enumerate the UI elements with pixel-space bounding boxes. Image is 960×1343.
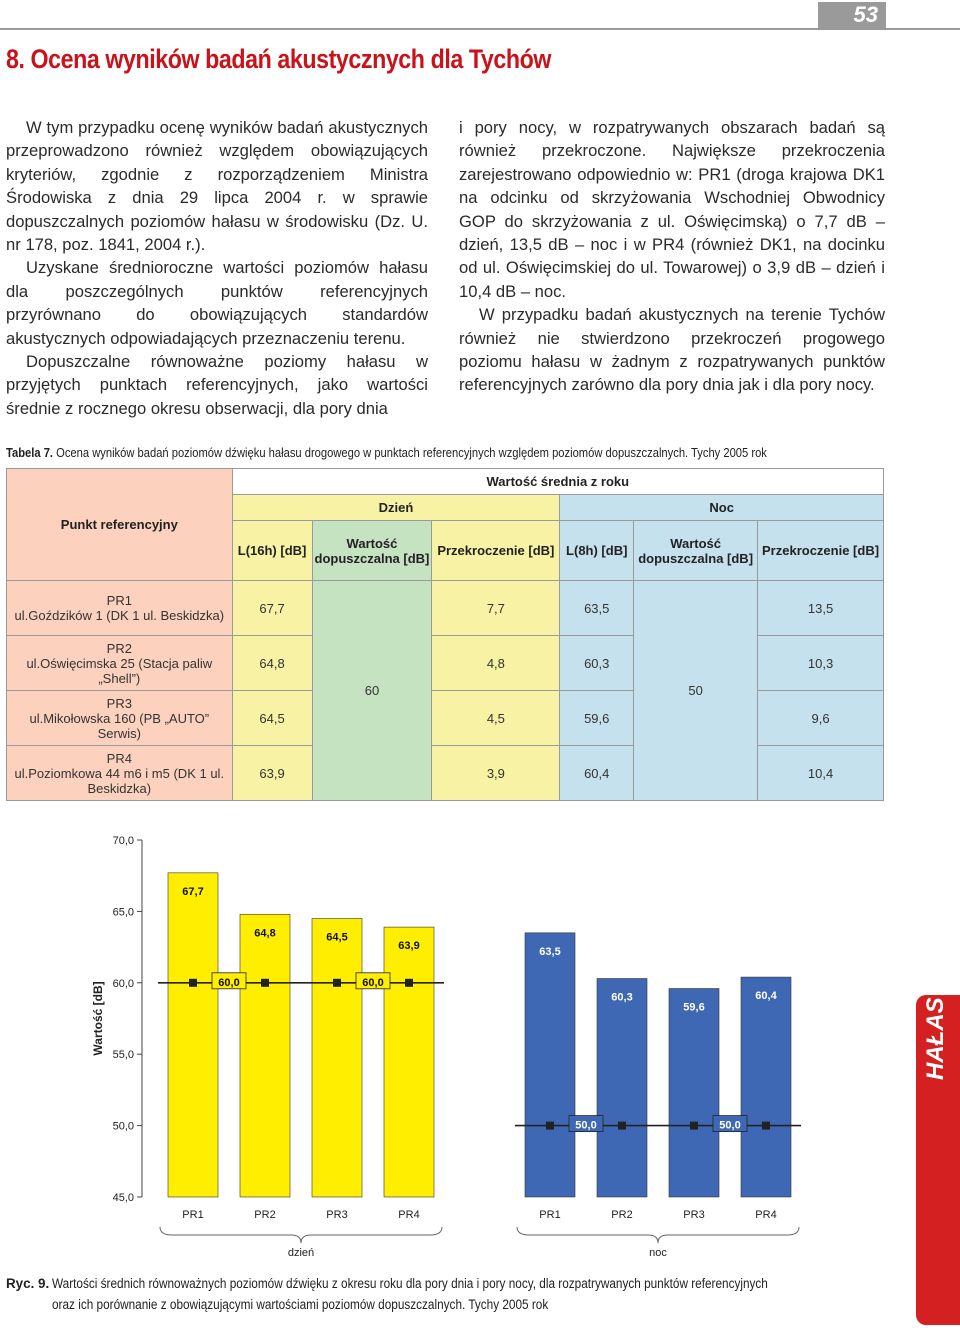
noise-chart bbox=[80, 825, 880, 1265]
bar-noc-PR2 bbox=[597, 979, 647, 1197]
noise-chart-svg bbox=[80, 825, 880, 1265]
exceed-night-cell: 9,6 bbox=[758, 691, 884, 746]
bar-value-label: 63,9 bbox=[398, 940, 420, 953]
exceed-night-cell: 10,3 bbox=[758, 636, 884, 691]
limit-marker bbox=[405, 979, 413, 987]
x-tick-label: PR3 bbox=[683, 1209, 705, 1221]
group-brace bbox=[517, 1227, 799, 1243]
y-tick-label: 70,0 bbox=[112, 835, 134, 847]
exceed-night-cell: 13,5 bbox=[758, 581, 884, 636]
limit-marker bbox=[762, 1122, 770, 1130]
bar-dzień-PR4 bbox=[384, 927, 434, 1197]
paragraph: W tym przypadku ocenę wyników badań akustycznych przeprowadzono również względem obowiązujących kryteriów, zgodnie z rozporządzeniem Ministra Środowiska z dnia 29 lipca 2004 r. w sprawie dopuszczalnych poziomów hałasu w środowisku (Dz. U. nr 178, poz. 1841, 2004 r.). bbox=[6, 118, 428, 255]
x-tick-label: PR4 bbox=[755, 1209, 777, 1221]
bar-value-label: 60,3 bbox=[611, 991, 633, 1004]
bar-value-label: 63,5 bbox=[539, 945, 561, 958]
table-caption bbox=[6, 445, 767, 460]
x-tick-label: PR1 bbox=[539, 1209, 561, 1221]
text-column-left bbox=[6, 116, 428, 420]
paragraph: W przypadku badań akustycznych na terenie Tychów również nie stwierdzono przekroczeń progowego poziomu hałasu w żadnym z rozpatrywanych punktów referencyjnych zarówno dla pory dnia jak i dla pory nocy. bbox=[459, 305, 885, 395]
point-cell: PR3 ul.Mikołowska 160 (PB „AUTO” Serwis) bbox=[7, 691, 233, 746]
x-tick-label: PR2 bbox=[611, 1209, 633, 1221]
table-caption-text: Ocena wyników badań poziomów dźwięku hałasu drogowego w punktach referencyjnych względem poziomów dopuszczalnych. Tychy 2005 rok bbox=[56, 445, 767, 460]
allowed-day-cell: 60 bbox=[312, 581, 432, 801]
limit-marker bbox=[189, 979, 197, 987]
group-label: dzień bbox=[287, 1247, 315, 1259]
l8-cell: 63,5 bbox=[560, 581, 634, 636]
limit-marker bbox=[546, 1122, 554, 1130]
bar-value-label: 64,5 bbox=[326, 931, 348, 944]
y-tick-label: 45,0 bbox=[112, 1192, 134, 1204]
limit-marker bbox=[333, 979, 341, 987]
bar-noc-PR3 bbox=[669, 989, 719, 1197]
x-tick-label: PR3 bbox=[326, 1209, 348, 1221]
limit-label: 50,0 bbox=[719, 1119, 741, 1132]
y-tick-label: 65,0 bbox=[112, 906, 134, 919]
exceed-night-cell: 10,4 bbox=[758, 746, 884, 801]
figure-caption-text: Wartości średnich równoważnych poziomów dźwięku z okresu roku dla pory dnia i pory nocy, dla rozpatrywanych punktów referencyjnych oraz ich porównanie z obowiązującymi wartościami poziomów dopuszczalnych. Tychy 2005 rok bbox=[52, 1276, 768, 1312]
bar-noc-PR4 bbox=[741, 977, 791, 1197]
header-night: Noc bbox=[560, 495, 884, 521]
paragraph: i pory nocy, w rozpatrywanych obszarach badań są również przekroczone. Największe przekroczenia zarejestrowano odpowiednio w: PR1 (droga krajowa DK1 na odcinku od skrzyżowania Wschodniej Obwodnicy GOP do skrzyżowania z ul. Oświęcimską) o 7,7 dB – dzień, 13,5 dB – noc i w PR4 (również DK1, na docinku od ul. Oświęcimskiej do ul. Towarowej) o 3,9 dB – dzień i 10,4 dB – noc. bbox=[459, 118, 885, 301]
l16-cell: 64,5 bbox=[232, 691, 312, 746]
l16-cell: 67,7 bbox=[232, 581, 312, 636]
bar-dzień-PR1 bbox=[168, 873, 218, 1197]
col-exceed-night: Przekroczenie [dB] bbox=[758, 521, 884, 581]
bar-value-label: 60,4 bbox=[755, 990, 777, 1003]
header-day: Dzień bbox=[232, 495, 560, 521]
bar-value-label: 64,8 bbox=[254, 927, 276, 940]
table-row bbox=[7, 581, 884, 636]
text-column-right bbox=[459, 116, 885, 397]
exceed-day-cell: 4,5 bbox=[432, 691, 560, 746]
bar-dzień-PR3 bbox=[312, 919, 362, 1197]
l8-cell: 59,6 bbox=[560, 691, 634, 746]
y-axis-label: Wartość [dB] bbox=[91, 981, 105, 1056]
page-title: 8. Ocena wyników badań akustycznych dla Tychów bbox=[6, 44, 551, 74]
section-tab-label: HAŁAS bbox=[922, 997, 949, 1080]
col-l16: L(16h) [dB] bbox=[232, 521, 312, 581]
header-annual-mean: Wartość średnia z roku bbox=[232, 469, 883, 495]
table-caption-label: Tabela 7. bbox=[6, 445, 54, 460]
paragraph: Uzyskane średnioroczne wartości poziomów hałasu dla poszczególnych punktów referencyjnych przyrównano do obowiązujących standardów akustycznych odpowiadających przeznaczeniu terenu. bbox=[6, 258, 428, 348]
results-table bbox=[6, 468, 884, 801]
point-cell: PR4 ul.Poziomkowa 44 m6 i m5 (DK 1 ul. Beskidzka) bbox=[7, 746, 233, 801]
l16-cell: 64,8 bbox=[232, 636, 312, 691]
limit-label: 50,0 bbox=[575, 1119, 597, 1132]
col-allowed-night: Wartość dopuszczalna [dB] bbox=[634, 521, 758, 581]
limit-label: 60,0 bbox=[218, 976, 240, 989]
limit-label: 60,0 bbox=[362, 976, 384, 989]
group-label: noc bbox=[649, 1247, 667, 1259]
header-point: Punkt referencyjny bbox=[7, 469, 233, 581]
limit-marker bbox=[618, 1122, 626, 1130]
y-tick-label: 60,0 bbox=[112, 977, 134, 990]
y-tick-label: 55,0 bbox=[112, 1049, 134, 1062]
bar-value-label: 67,7 bbox=[182, 885, 204, 898]
limit-marker bbox=[261, 979, 269, 987]
point-cell: PR1 ul.Goździków 1 (DK 1 ul. Beskidzka) bbox=[7, 581, 233, 636]
col-l8: L(8h) [dB] bbox=[560, 521, 634, 581]
exceed-day-cell: 4,8 bbox=[432, 636, 560, 691]
col-allowed-day: Wartość dopuszczalna [dB] bbox=[312, 521, 432, 581]
page-number: 53 bbox=[818, 2, 886, 28]
group-brace bbox=[160, 1227, 442, 1243]
bar-dzień-PR2 bbox=[240, 914, 290, 1197]
paragraph: Dopuszczalne równoważne poziomy hałasu w przyjętych punktach referencyjnych, jako wartości średnie z rocznego okresu obserwacji, dla pory dnia bbox=[6, 352, 428, 418]
bar-value-label: 59,6 bbox=[683, 1001, 705, 1014]
bar-noc-PR1 bbox=[525, 933, 575, 1197]
col-exceed-day: Przekroczenie [dB] bbox=[432, 521, 560, 581]
y-tick-label: 50,0 bbox=[112, 1120, 134, 1133]
l8-cell: 60,4 bbox=[560, 746, 634, 801]
top-rule bbox=[0, 28, 960, 30]
allowed-night-cell: 50 bbox=[634, 581, 758, 801]
figure-caption-label: Ryc. 9. bbox=[6, 1276, 50, 1291]
x-tick-label: PR4 bbox=[398, 1209, 420, 1221]
x-tick-label: PR2 bbox=[254, 1209, 276, 1221]
exceed-day-cell: 3,9 bbox=[432, 746, 560, 801]
exceed-day-cell: 7,7 bbox=[432, 581, 560, 636]
l8-cell: 60,3 bbox=[560, 636, 634, 691]
x-tick-label: PR1 bbox=[182, 1209, 204, 1221]
l16-cell: 63,9 bbox=[232, 746, 312, 801]
limit-marker bbox=[690, 1122, 698, 1130]
point-cell: PR2 ul.Oświęcimska 25 (Stacja paliw „Shell”) bbox=[7, 636, 233, 691]
